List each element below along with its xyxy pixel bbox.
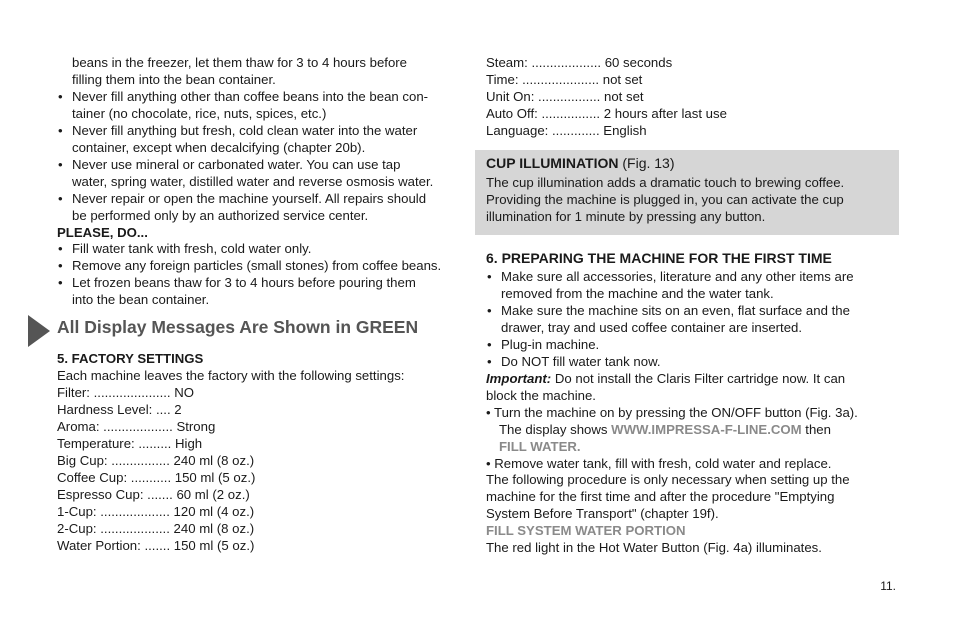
cup-line-1: The cup illumination adds a dramatic touch to brewing coffee.	[486, 175, 845, 190]
setting-big-cup: Big Cup: ................ 240 ml (8 oz.)	[57, 453, 255, 468]
important-label: Important:	[486, 371, 552, 386]
prep-bullet-1b: removed from the machine and the water tank.	[501, 286, 774, 301]
warning-bullet-1b: tainer (no chocolate, rice, nuts, spices, etc.)	[72, 106, 327, 121]
bullet-dot: •	[58, 123, 63, 138]
setting-1-cup: 1-Cup: ................... 120 ml (4 oz.)	[57, 504, 255, 519]
bullet-dot: •	[58, 258, 63, 273]
prep-bullet-1a: Make sure all accessories, literature and any other items are	[501, 269, 854, 284]
bullet-dot: •	[58, 241, 63, 256]
prep-bullet-2b: drawer, tray and used coffee container are inserted.	[501, 320, 803, 335]
factory-settings-heading: 5. FACTORY SETTINGS	[57, 351, 204, 366]
setting-2-cup: 2-Cup: ................... 240 ml (8 oz.)	[57, 521, 255, 536]
setting-temperature: Temperature: ......... High	[57, 436, 203, 451]
procedure-line-3: System Before Transport" (chapter 19f).	[486, 506, 719, 521]
display-shows-text: The display shows	[499, 422, 612, 437]
procedure-line-1: The following procedure is only necessary when setting up the	[486, 472, 850, 487]
warning-bullet-2b: container, except when decalcifying (chapter 20b).	[72, 140, 366, 155]
setting-unit-on: Unit On: ................. not set	[486, 89, 644, 104]
do-bullet-2: Remove any foreign particles (small stones) from coffee beans.	[72, 258, 442, 273]
page-number: 11.	[880, 579, 896, 593]
important-text-2: block the machine.	[486, 388, 596, 403]
important-text: Do not install the Claris Filter cartridge now. It can	[551, 371, 846, 386]
setting-coffee-cup: Coffee Cup: ........... 150 ml (5 oz.)	[57, 470, 256, 485]
setting-aroma: Aroma: ................... Strong	[57, 419, 216, 434]
prep-bullet-3: Plug-in machine.	[501, 337, 600, 352]
intro-line-2: filling them into the bean container.	[72, 72, 276, 87]
cup-illumination-heading	[486, 155, 675, 172]
remove-tank-line: • Remove water tank, fill with fresh, cold water and replace.	[486, 456, 832, 471]
intro-line-1: beans in the freezer, let them thaw for 3 to 4 hours before	[72, 55, 408, 70]
fill-system-message: FILL SYSTEM WATER PORTION	[486, 523, 686, 538]
display-message: WWW.IMPRESSA-F-LINE.COM	[611, 422, 802, 437]
warning-bullet-2a: Never fill anything but fresh, cold clean water into the water	[72, 123, 418, 138]
do-bullet-1: Fill water tank with fresh, cold water only.	[72, 241, 312, 256]
please-do-heading: PLEASE, DO...	[57, 225, 148, 240]
warning-bullet-4b: be performed only by an authorized service center.	[72, 208, 369, 223]
warning-bullet-4a: Never repair or open the machine yourself. All repairs should	[72, 191, 427, 206]
warning-bullet-3a: Never use mineral or carbonated water. You can use tap	[72, 157, 401, 172]
setting-hardness: Hardness Level: .... 2	[57, 402, 182, 417]
setting-time: Time: ..................... not set	[486, 72, 643, 87]
setting-espresso-cup: Espresso Cup: ....... 60 ml (2 oz.)	[57, 487, 250, 502]
green-display-heading: All Display Messages Are Shown in GREEN	[57, 317, 419, 337]
cup-heading-ref: (Fig. 13)	[618, 155, 675, 171]
cup-line-2: Providing the machine is plugged in, you can activate the cup	[486, 192, 844, 207]
bullet-dot: •	[487, 337, 492, 352]
important-note	[486, 370, 845, 387]
bullet-dot: •	[487, 269, 492, 284]
turn-on-line: • Turn the machine on by pressing the ON/OFF button (Fig. 3a).	[486, 405, 858, 420]
prep-bullet-2a: Make sure the machine sits on an even, flat surface and the	[501, 303, 850, 318]
display-shows-line	[499, 421, 831, 438]
setting-language: Language: ............. English	[486, 123, 647, 138]
warning-bullet-1a: Never fill anything other than coffee beans into the bean con-	[72, 89, 429, 104]
bullet-dot: •	[487, 354, 492, 369]
setting-filter: Filter: ..................... NO	[57, 385, 195, 400]
bullet-dot: •	[58, 191, 63, 206]
cup-line-3: illumination for 1 minute by pressing any button.	[486, 209, 766, 224]
section-arrow-icon	[28, 315, 50, 347]
prep-bullet-4: Do NOT fill water tank now.	[501, 354, 661, 369]
preparing-heading: 6. PREPARING THE MACHINE FOR THE FIRST TIME	[486, 250, 832, 266]
procedure-line-2: machine for the first time and after the procedure "Emptying	[486, 489, 835, 504]
cup-heading-text: CUP ILLUMINATION	[486, 155, 619, 171]
display-then: then	[801, 422, 831, 437]
fill-water-message: FILL WATER.	[499, 439, 581, 454]
red-light-line: The red light in the Hot Water Button (Fig. 4a) illuminates.	[486, 540, 822, 555]
bullet-dot: •	[58, 157, 63, 172]
bullet-dot: •	[58, 275, 63, 290]
bullet-dot: •	[58, 89, 63, 104]
do-bullet-3b: into the bean container.	[72, 292, 210, 307]
setting-auto-off: Auto Off: ................ 2 hours after last use	[486, 106, 727, 121]
setting-steam: Steam: ................... 60 seconds	[486, 55, 673, 70]
warning-bullet-3b: water, spring water, distilled water and reverse osmosis water.	[72, 174, 434, 189]
setting-water-portion: Water Portion: ....... 150 ml (5 oz.)	[57, 538, 255, 553]
factory-intro: Each machine leaves the factory with the following settings:	[57, 368, 405, 383]
do-bullet-3a: Let frozen beans thaw for 3 to 4 hours before pouring them	[72, 275, 416, 290]
bullet-dot: •	[487, 303, 492, 318]
